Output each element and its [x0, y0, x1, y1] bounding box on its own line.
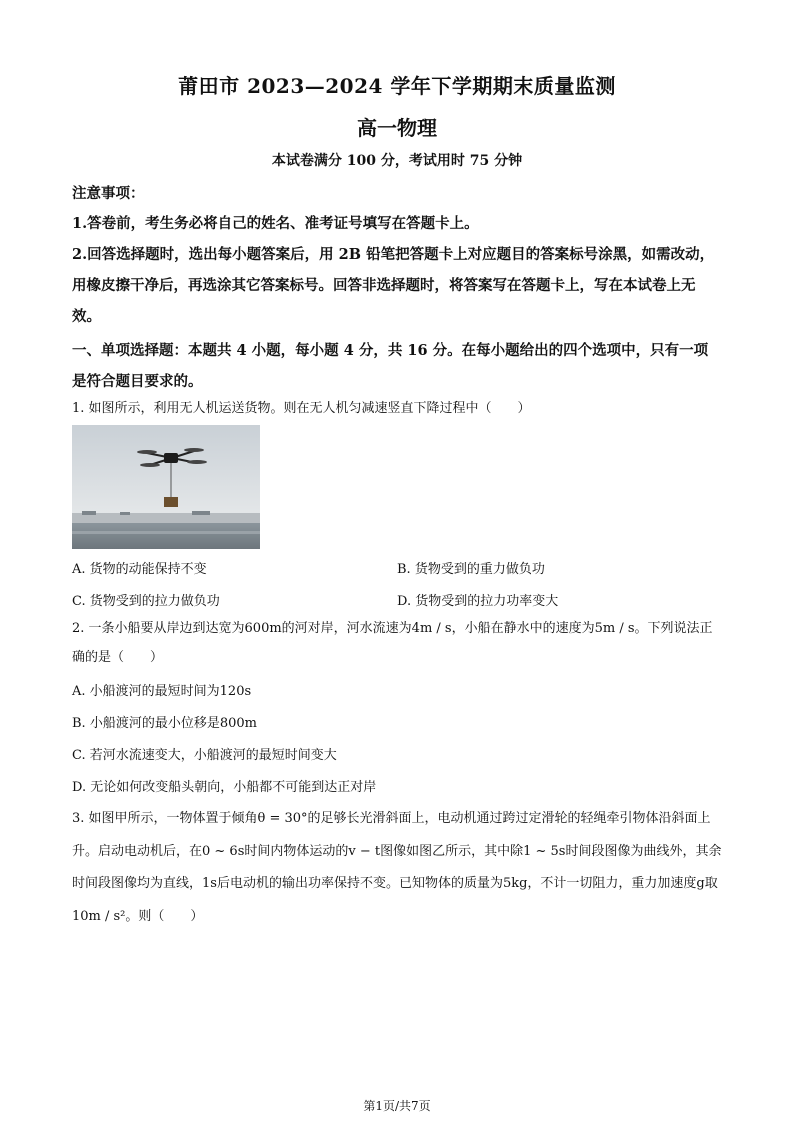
exam-info: 本试卷满分 100 分，考试用时 75 分钟 — [271, 153, 523, 169]
question-1-stem: 1. 如图所示，利用无人机运送货物。则在无人机匀减速竖直下降过程中（ ） — [72, 401, 531, 416]
q1-option-a: A. 货物的动能保持不变 — [72, 562, 207, 577]
question-2-stem: 2. 一条小船要从岸边到达宽为600m的河对岸，河水流速为4m / s，小船在静水中的速度为5m / s。下列说法正确的是（ ） — [72, 621, 713, 665]
section-1-heading: 一、单项选择题：本题共 4 小题，每小题 4 分，共 16 分。在每小题给出的四个选项中，只有一项是符合题目要求的。 — [72, 342, 709, 390]
q1-option-d: D. 货物受到的拉力功率变大 — [397, 594, 559, 609]
exam-title: 莆田市 2023—2024 学年下学期期末质量监测 — [178, 74, 616, 98]
q2-option-c: C. 若河水流速变大，小船渡河的最短时间变大 — [72, 748, 337, 763]
q2-option-b: B. 小船渡河的最小位移是800m — [72, 716, 257, 731]
exam-subject: 高一物理 — [357, 116, 437, 140]
q2-option-a: A. 小船渡河的最短时间为120s — [72, 684, 252, 699]
cargo-box-icon — [164, 497, 178, 507]
page-number: 第1页/共7页 — [363, 1099, 431, 1113]
notice-item-1: 1.答卷前，考生务必将自己的姓名、准考证号填写在答题卡上。 — [72, 215, 479, 232]
q2-option-d: D. 无论如何改变船头朝向，小船都不可能到达正对岸 — [72, 780, 377, 795]
notice-item-2: 2.回答选择题时，选出每小题答案后，用 2B 铅笔把答题卡上对应题目的答案标号涂黑，如需改动，用橡皮擦干净后，再选涂其它答案标号。回答非选择题时，将答案写在答题卡上，写在本试卷上无效。 — [72, 246, 715, 325]
q1-option-c: C. 货物受到的拉力做负功 — [72, 594, 220, 609]
drone-photo — [72, 425, 260, 549]
notice-heading: 注意事项： — [72, 185, 145, 202]
q1-option-b: B. 货物受到的重力做负功 — [397, 562, 545, 577]
question-3-stem: 3. 如图甲所示，一物体置于倾角θ = 30°的足够长光滑斜面上，电动机通过跨过定滑轮的轻绳牵引物体沿斜面上升。启动电动机后，在0 ~ 6s时间内物体运动的v − t图像如图乙所示，其中除1 ~ 5s时间段图像为曲线外，其余时间段图像均为直线，1s后电动机的输出功率保持不变。已知物体的质量为5kg，不计一切阻力，重力加速度g取10m / s²。则（ ） — [72, 811, 722, 924]
